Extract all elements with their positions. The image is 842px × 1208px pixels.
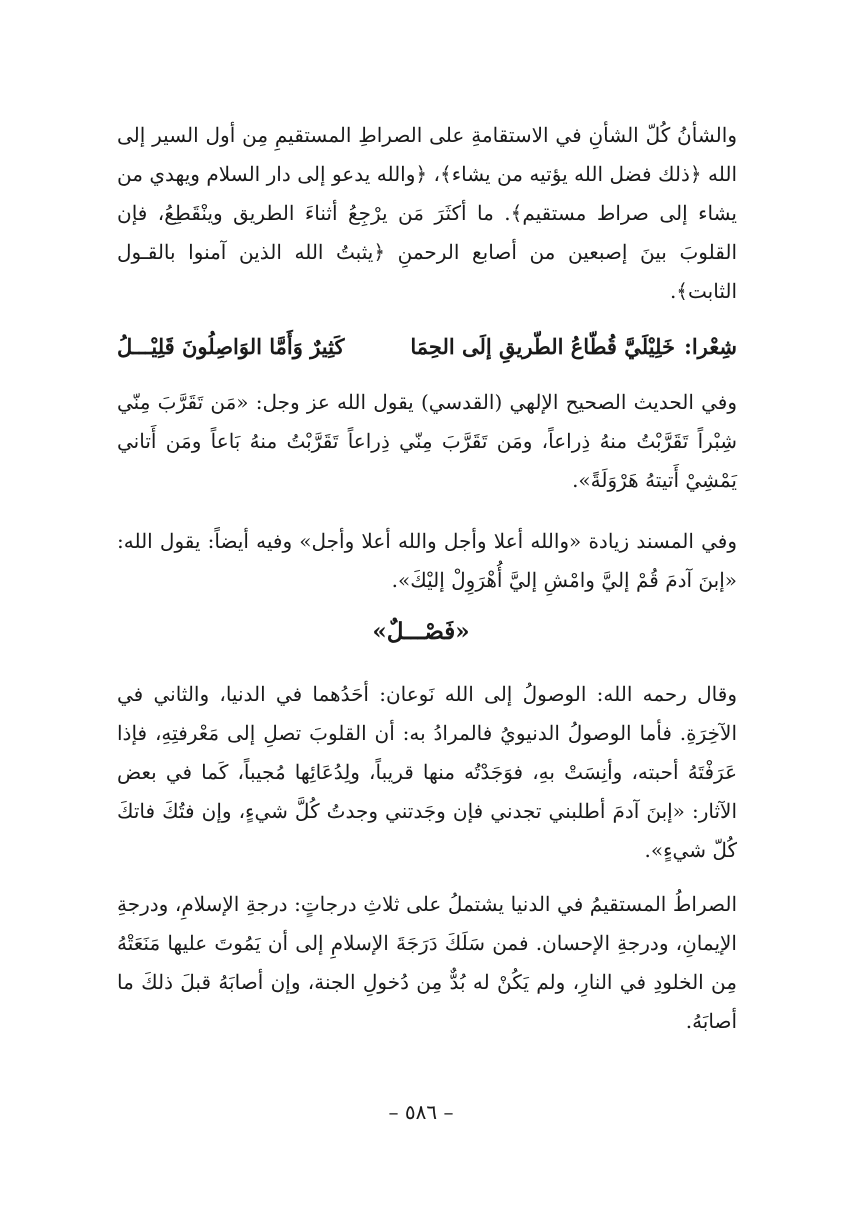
paragraph-text: وقال رحمه الله: الوصولُ إلى الله نَوعان: أحَدُهما في الدنيا، والثاني في الآخِرَةِ. فأما الوصولُ الدنيويُ فالمرادُ به: أن القلوبَ تصلِ إلى مَعْرفتِهِ، فإذا عَرَفْتَهُ أحبته، وأنِسَتْ بهِ، فوَجَدْتُه منها قريباً، ولِدُعَائِها مُجيباً، كَما في بعض الآثار: «إبنَ آدمَ أطلبني تجدني فإن وجَدتني وجدتُ كُلَّ شيءٍ، وإن فتُكَ فاتكَ كُلّ شيءٍ».: [117, 682, 737, 862]
poem-second-hemistich: كَثِيرٌ وَأَمَّا الوَاصِلُونَ قَلِيْـــلُ: [117, 334, 345, 359]
paragraph-musnad: [117, 522, 737, 600]
paragraph-hadith-qudsi: [117, 383, 737, 500]
page-number: – ٥٨٦ –: [388, 1100, 454, 1124]
section-heading: «فَصْـــلٌ»: [372, 618, 470, 645]
paragraph-istiqama: [117, 116, 737, 311]
poem-label: شِعْرا:: [684, 334, 737, 359]
paragraph-text: وفي المسند زيادة «والله أعلا وأجل والله أعلا وأجل» وفيه أيضاً: يقول الله: «إبنَ آدمَ قُمْ إليَّ وامْشِ إليَّ أُهْرَوِلْ إليْكَ».: [117, 529, 737, 592]
paragraph-wusul: [117, 675, 737, 870]
paragraph-text: الصراطُ المستقيمُ في الدنيا يشتملُ على ثلاثِ درجاتٍ: درجةِ الإسلامِ، ودرجةِ الإيمانِ، ودرجةِ الإحسان. فمن سَلَكَ دَرَجَةَ الإسلامِ إلى أن يَمُوتَ عليها مَنَعَتْهُ مِن الخلودِ في النارِ، ولم يَكُنْ له بُدٌّ مِن دُخولِ الجنة، وإن أصابَهُ قبلَ ذلكَ ما أصابَهُ.: [117, 892, 737, 1033]
paragraph-text: والشأنُ كُلّ الشأنِ في الاستقامةِ على الصراطِ المستقيمِ مِن أول السير إلى الله ﴿ذلك فضل الله يؤتيه من يشاء﴾، ﴿والله يدعو إلى دار السلام ويهدي من يشاء إلى صراط مستقيم﴾. ما أكثَرَ مَن يرْجِعُ أثناءَ الطريق وينْقَطِعُ، فإن القلوبَ بينَ إصبعين من أصابع الرحمنِ ﴿يثبتُ الله الذين آمنوا بالقـول الثابت﴾.: [117, 123, 737, 303]
paragraph-text: وفي الحديث الصحيح الإلهي (القدسي) يقول الله عز وجل: «مَن تَقَرَّبَ مِنّي شِبْراً تَقَرَّبْتُ منهُ ذِراعاً، ومَن تَقَرَّبَ مِنّي ذِراعاً تَقَرَّبْتُ منهُ بَاعاً ومَن أَتاني يَمْشِيْ أَتيتهُ هَرْوَلَةً».: [117, 390, 737, 492]
paragraph-sirat: [117, 885, 737, 1041]
poem-verse: [117, 334, 737, 374]
poem-first-hemistich: خَلِيْلَيَّ قُطّاعُ الطّريقِ إلَى الحِمَا: [410, 334, 675, 359]
